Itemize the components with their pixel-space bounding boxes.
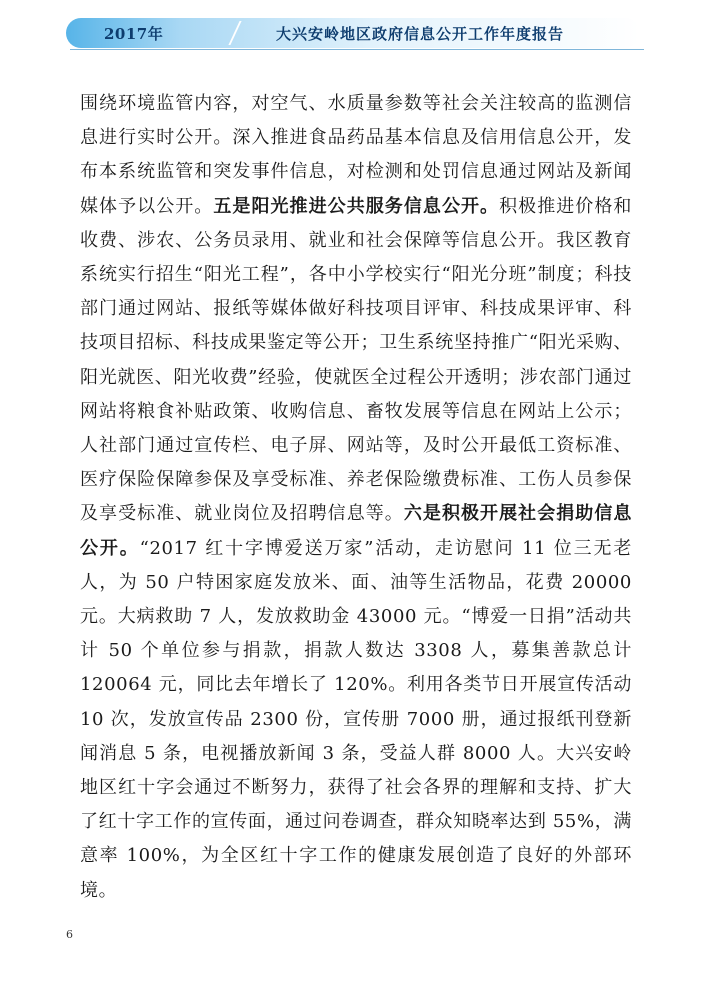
section-heading-donations: 六是积极开展社会捐助信息公开。 xyxy=(80,503,633,559)
body-text-segment-3: “2017 红十字博爱送万家”活动，走访慰问 11 位三无老人，为 50 户特困家庭发放米、面、油等生活物品，花费 20000 元。大病救助 7 人，发放救助金 43000 元。“博爱一日捐”活动共计 50 个单位参与捐款，捐款人数达 3308 人，募集善款总计 120064 元，同比去年增长了 120%。利用各类节日开展宣传活动 10 次，发放宣传品 2300 份，宣传册 7000 册，通过报纸刊登新闻消息 5 条，电视播放新闻 3 条，受益人群 8000 人。大兴安岭地区红十字会通过不断努力，获得了社会各界的理解和支持、扩大了红十字工作的宣传面，通过问卷调查，群众知晓率达到 55%，满意率 100%，为全区红十字工作的健康发展创造了良好的外部环境。 xyxy=(80,537,632,901)
header-rule xyxy=(70,49,644,50)
section-heading-public-services: 五是阳光推进公共服务信息公开。 xyxy=(213,195,500,217)
header-title: 大兴安岭地区政府信息公开工作年度报告 xyxy=(276,25,565,43)
report-header-banner xyxy=(66,18,640,48)
header-year: 2017年 xyxy=(104,25,164,43)
body-text-segment-2: 积极推进价格和收费、涉农、公务员录用、就业和社会保障等信息公开。我区教育系统实行招生“阳光工程”，各中小学校实行“阳光分班”制度；科技部门通过网站、报纸等媒体做好科技项目评审、科技成果评审、科技项目招标、科技成果鉴定等公开；卫生系统坚持推广“阳光采购、阳光就医、阳光收费”经验，使就医全过程公开透明；涉农部门通过网站将粮食补贴政策、收购信息、畜牧发展等信息在网站上公示；人社部门通过宣传栏、电子屏、网站等，及时公开最低工资标准、医疗保险保障参保及享受标准、养老保险缴费标准、工伤人员参保及享受标准、就业岗位及招聘信息等。 xyxy=(80,195,633,525)
body-paragraph xyxy=(80,87,632,908)
body-text-segment-1: 围绕环境监管内容，对空气、水质量参数等社会关注较高的监测信息进行实时公开。深入推进食品药品基本信息及信用信息公开，发布本系统监管和突发事件信息，对检测和处罚信息通过网站及新闻媒体予以公开。 xyxy=(80,93,632,217)
page-number: 6 xyxy=(66,928,73,941)
header-separator xyxy=(228,21,241,45)
